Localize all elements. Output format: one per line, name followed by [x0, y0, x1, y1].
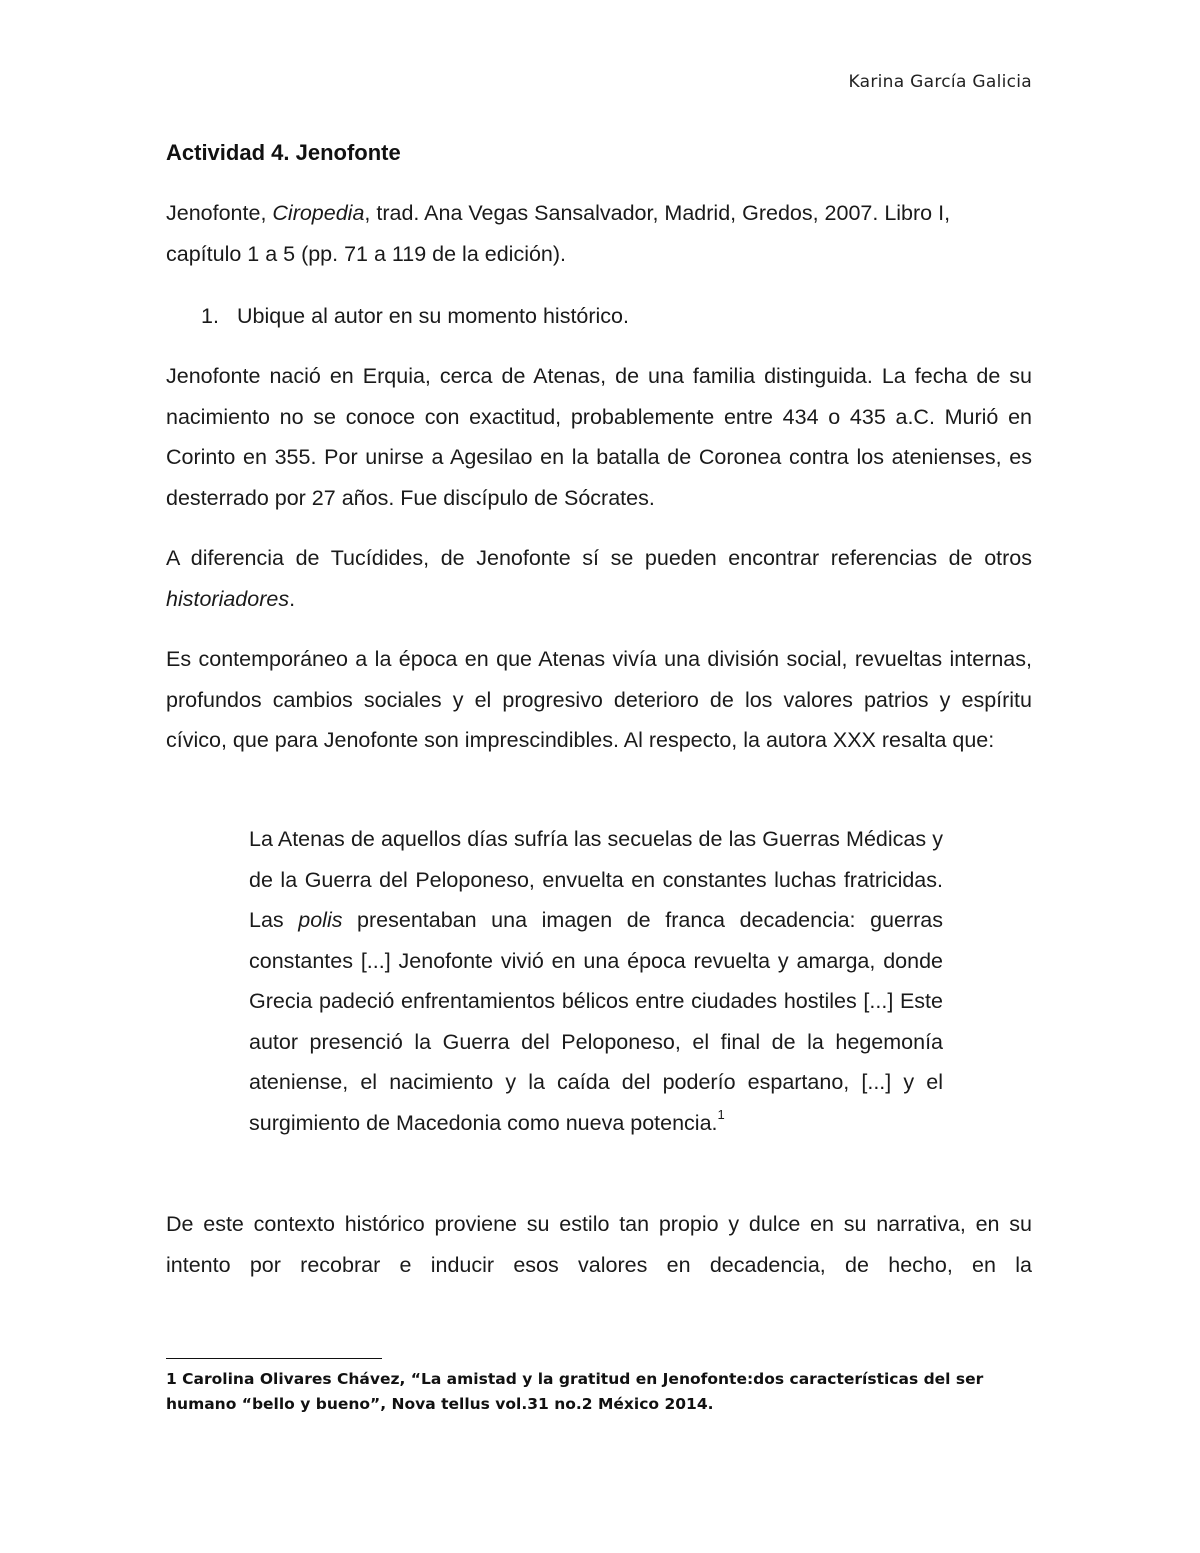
list-text: Ubique al autor en su momento histórico.	[237, 304, 629, 328]
italic-polis: polis	[298, 908, 343, 932]
paragraph-historians-end: .	[289, 586, 296, 611]
paragraph-biography: Jenofonte nació en Erquia, cerca de Atenas, de una familia distinguida. La fecha de su nacimiento no se conoce con exactitud, probablemente entre 434 o 435 a.C. Murió en Corinto en 355. Por unirse a Agesilao en la batalla de Coronea contra los atenienses, es desterrado por 27 años. Fue discípulo de Sócrates.	[166, 364, 1032, 510]
quote-text-part1: La Atenas de aquellos días sufría las secuelas de las Guerras Médicas y de la Guerra del Peloponeso, envuelta en constantes luchas fratricidas. Las	[249, 827, 943, 932]
bibliographic-reference	[166, 193, 1032, 274]
footnote-reference-mark[interactable]: 1	[717, 1107, 725, 1123]
numbered-question	[201, 296, 629, 337]
header-author-name: Karina García Galicia	[848, 72, 1032, 92]
paragraph-context: Es contemporáneo a la época en que Atenas vivía una división social, revueltas internas, profundos cambios sociales y el progresivo deterioro de los valores patrios y espíritu cívico, que para Jenofonte son imprescindibles. Al respecto, la autora XXX resalta que:	[166, 647, 1032, 752]
reference-details: , trad. Ana Vegas Sansalvador, Madrid, Gredos, 2007. Libro I,	[364, 201, 951, 225]
footnote: 1 Carolina Olivares Chávez, “La amistad y la gratitud en Jenofonte:dos características del ser humano “bello y bueno”, Nova tellus vol.31 no.2 México 2014.	[166, 1370, 984, 1413]
paragraph-historians-text: A diferencia de Tucídides, de Jenofonte sí se pueden encontrar referencias de otros	[166, 546, 1032, 570]
footnote-separator	[166, 1358, 382, 1359]
page-title: Actividad 4. Jenofonte	[166, 140, 401, 165]
italic-historiadores: historiadores	[166, 586, 290, 611]
reference-author: Jenofonte,	[166, 201, 273, 225]
list-number: 1.	[201, 304, 219, 328]
quote-text-part2: presentaban una imagen de franca decadencia: guerras constantes [...] Jenofonte vivió en una época revuelta y amarga, donde Grecia padeció enfrentamientos bélicos entre ciudades hostiles [...] Este autor presenció la Guerra del Peloponeso, el final de la hegemonía ateniense, el nacimiento y la caída del poderío espartano, [...] y el surgimiento de Macedonia como nueva potencia.	[249, 908, 943, 1135]
block-quote	[249, 819, 943, 1143]
paragraph-historians	[166, 538, 1032, 619]
reference-work-title: Ciropedia	[272, 201, 365, 225]
reference-details-line2: capítulo 1 a 5 (pp. 71 a 119 de la edición).	[166, 241, 567, 266]
paragraph-style: De este contexto histórico proviene su estilo tan propio y dulce en su narrativa, en su intento por recobrar e inducir esos valores en decadencia, de hecho, en la	[166, 1212, 1032, 1277]
